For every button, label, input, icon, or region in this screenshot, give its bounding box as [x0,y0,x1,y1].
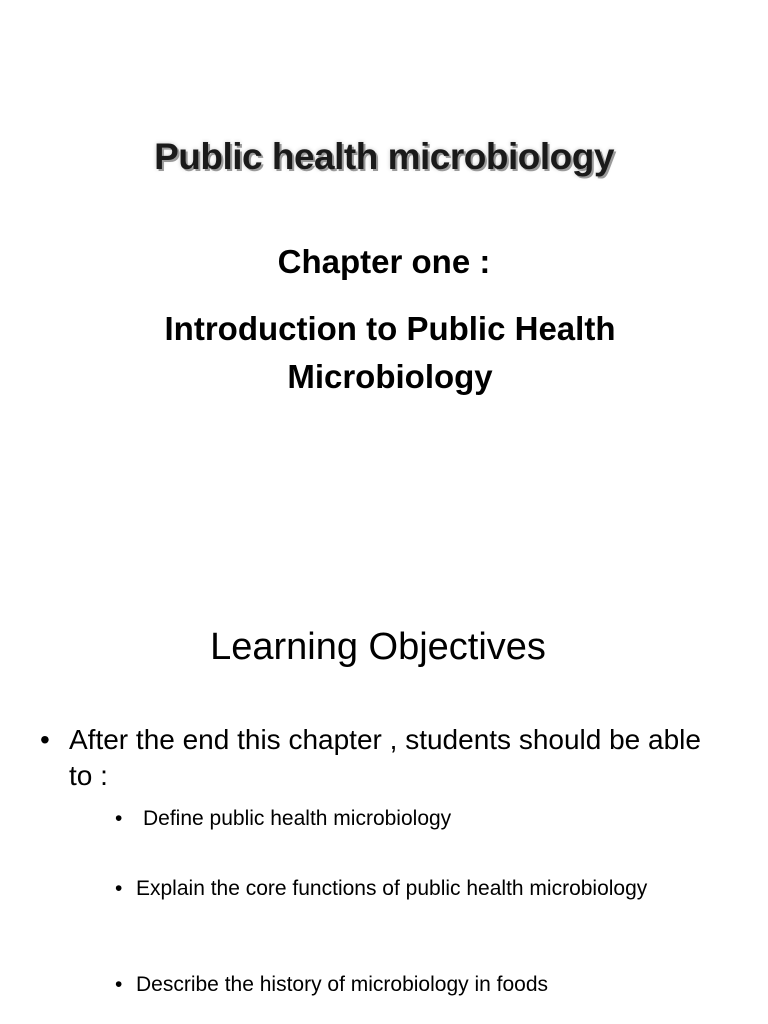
objective-text: Explain the core functions of public health microbiology [136,877,648,900]
slide-title: Public health microbiology [154,136,614,177]
objective-item [115,875,715,902]
objectives-intro-bullet [40,722,730,794]
objective-item [115,805,715,832]
bullet-icon: • [115,973,123,996]
bullet-icon: • [40,724,50,755]
objective-item [115,971,715,998]
learning-objectives-heading: Learning Objectives [210,626,546,668]
chapter-label: Chapter one : [277,243,491,280]
chapter-title: Introduction to Public Health Microbiology [164,310,616,395]
objectives-intro-text: After the end this chapter , students should be able to : [69,724,701,791]
bullet-icon: • [115,877,123,900]
objective-text: Describe the history of microbiology in foods [136,973,549,996]
objective-text: Define public health microbiology [143,807,452,830]
bullet-icon: • [115,807,123,830]
